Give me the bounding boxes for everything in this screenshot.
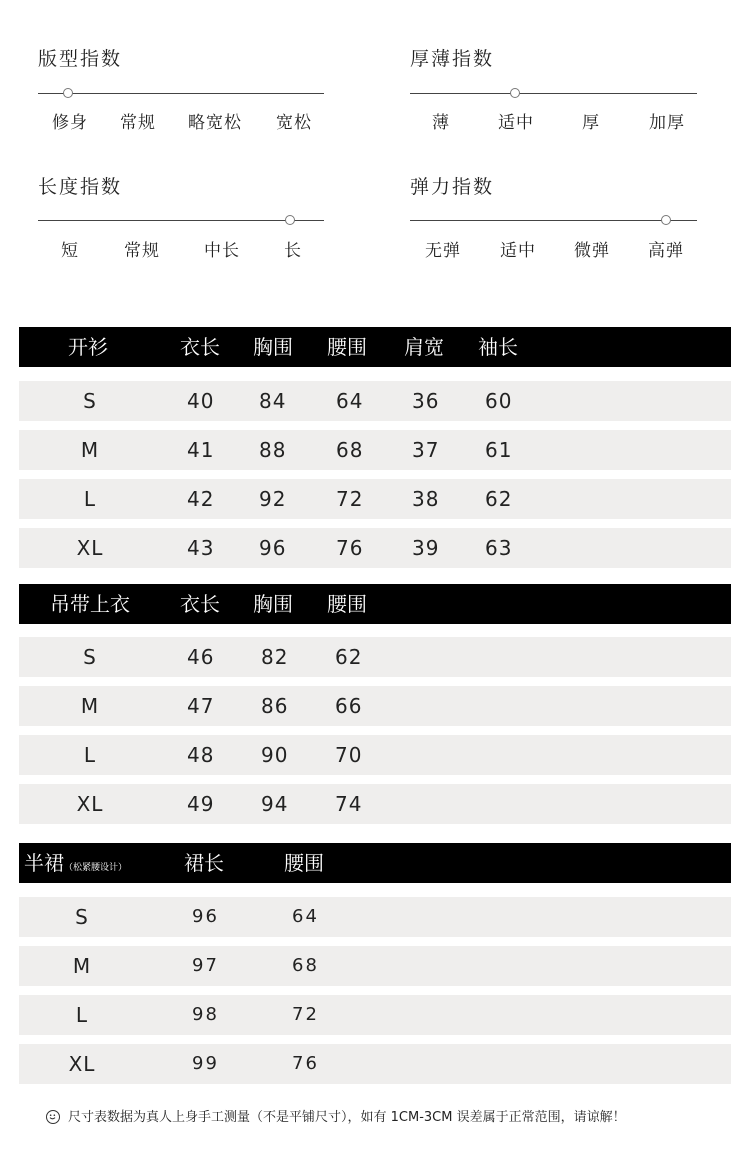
thickness-option-thick: 厚 (582, 113, 600, 133)
column-header: 裙长 (184, 851, 224, 875)
value-cell: 41 (187, 438, 215, 462)
size-cell: S (83, 645, 97, 669)
value-cell: 61 (485, 438, 513, 462)
length-option-midi: 中长 (204, 241, 240, 261)
value-cell: 40 (187, 389, 215, 413)
value-cell: 60 (485, 389, 513, 413)
value-cell: 42 (187, 487, 215, 511)
value-cell: 39 (412, 536, 440, 560)
fit-option-slim: 修身 (52, 113, 88, 133)
table-title: 开衫 (68, 335, 108, 359)
fit-index-marker (63, 88, 73, 98)
size-cell: XL (76, 536, 104, 560)
value-cell: 43 (187, 536, 215, 560)
value-cell: 76 (292, 1053, 319, 1074)
column-header: 腰围 (327, 592, 367, 616)
value-cell: 97 (192, 955, 219, 976)
value-cell: 84 (259, 389, 287, 413)
thickness-option-thin: 薄 (432, 113, 450, 133)
value-cell: 36 (412, 389, 440, 413)
table-header-cardigan (19, 327, 731, 367)
size-cell: XL (68, 1052, 96, 1076)
value-cell: 90 (261, 743, 289, 767)
length-index-marker (285, 215, 295, 225)
value-cell: 38 (412, 487, 440, 511)
value-cell: 49 (187, 792, 215, 816)
column-header: 衣长 (180, 335, 220, 359)
value-cell: 64 (292, 906, 319, 927)
value-cell: 94 (261, 792, 289, 816)
column-header: 衣长 (180, 592, 220, 616)
column-header: 腰围 (284, 851, 324, 875)
value-cell: 76 (336, 536, 364, 560)
table-title: 吊带上衣 (50, 592, 130, 616)
value-cell: 72 (292, 1004, 319, 1025)
value-cell: 62 (485, 487, 513, 511)
table-title (24, 843, 127, 888)
thickness-index-track (410, 93, 697, 94)
fit-index-title: 版型指数 (38, 48, 123, 70)
thickness-option-extra-thick: 加厚 (649, 113, 685, 133)
value-cell: 63 (485, 536, 513, 560)
column-header: 肩宽 (404, 335, 444, 359)
value-cell: 86 (261, 694, 289, 718)
value-cell: 72 (336, 487, 364, 511)
fit-option-loose: 宽松 (276, 113, 312, 133)
value-cell: 64 (336, 389, 364, 413)
measurement-note (46, 1106, 626, 1125)
stretch-index-title: 弹力指数 (410, 176, 495, 198)
stretch-option-medium: 适中 (500, 241, 536, 261)
column-header: 袖长 (478, 335, 518, 359)
value-cell: 92 (259, 487, 287, 511)
value-cell: 82 (261, 645, 289, 669)
stretch-index-track (410, 220, 697, 221)
value-cell: 96 (192, 906, 219, 927)
stretch-option-slight: 微弹 (574, 241, 610, 261)
smiley-icon (46, 1110, 60, 1124)
value-cell: 96 (259, 536, 287, 560)
size-cell: M (80, 438, 100, 462)
size-cell: L (83, 743, 97, 767)
value-cell: 74 (335, 792, 363, 816)
size-cell: XL (76, 792, 104, 816)
size-cell: S (75, 905, 89, 929)
value-cell: 98 (192, 1004, 219, 1025)
value-cell: 66 (335, 694, 363, 718)
value-cell: 37 (412, 438, 440, 462)
value-cell: 88 (259, 438, 287, 462)
length-index-title: 长度指数 (38, 176, 123, 198)
length-option-long: 长 (284, 241, 302, 261)
value-cell: 68 (292, 955, 319, 976)
value-cell: 46 (187, 645, 215, 669)
stretch-option-high: 高弹 (648, 241, 684, 261)
thickness-index-marker (510, 88, 520, 98)
value-cell: 99 (192, 1053, 219, 1074)
length-option-short: 短 (61, 241, 79, 261)
table-title-note: （松紧腰设计） (64, 863, 128, 873)
stretch-option-none: 无弹 (425, 241, 461, 261)
fit-index-track (38, 93, 324, 94)
column-header: 胸围 (253, 335, 293, 359)
value-cell: 62 (335, 645, 363, 669)
column-header: 腰围 (327, 335, 367, 359)
size-cell: L (75, 1003, 89, 1027)
fit-option-relaxed: 略宽松 (188, 113, 242, 133)
length-index-track (38, 220, 324, 221)
thickness-index-title: 厚薄指数 (410, 48, 495, 70)
size-cell: L (83, 487, 97, 511)
measurement-note-text: 尺寸表数据为真人上身手工测量（不是平铺尺寸），如有 1CM-3CM 误差属于正常范围，请谅解！ (68, 1110, 626, 1125)
size-cell: S (83, 389, 97, 413)
value-cell: 47 (187, 694, 215, 718)
value-cell: 68 (336, 438, 364, 462)
stretch-index-marker (661, 215, 671, 225)
size-cell: M (72, 954, 92, 978)
thickness-option-medium: 适中 (498, 113, 534, 133)
column-header: 胸围 (253, 592, 293, 616)
value-cell: 48 (187, 743, 215, 767)
table-title-text: 半裙 (24, 851, 64, 875)
length-option-regular: 常规 (124, 241, 160, 261)
value-cell: 70 (335, 743, 363, 767)
size-cell: M (80, 694, 100, 718)
fit-option-regular: 常规 (120, 113, 156, 133)
